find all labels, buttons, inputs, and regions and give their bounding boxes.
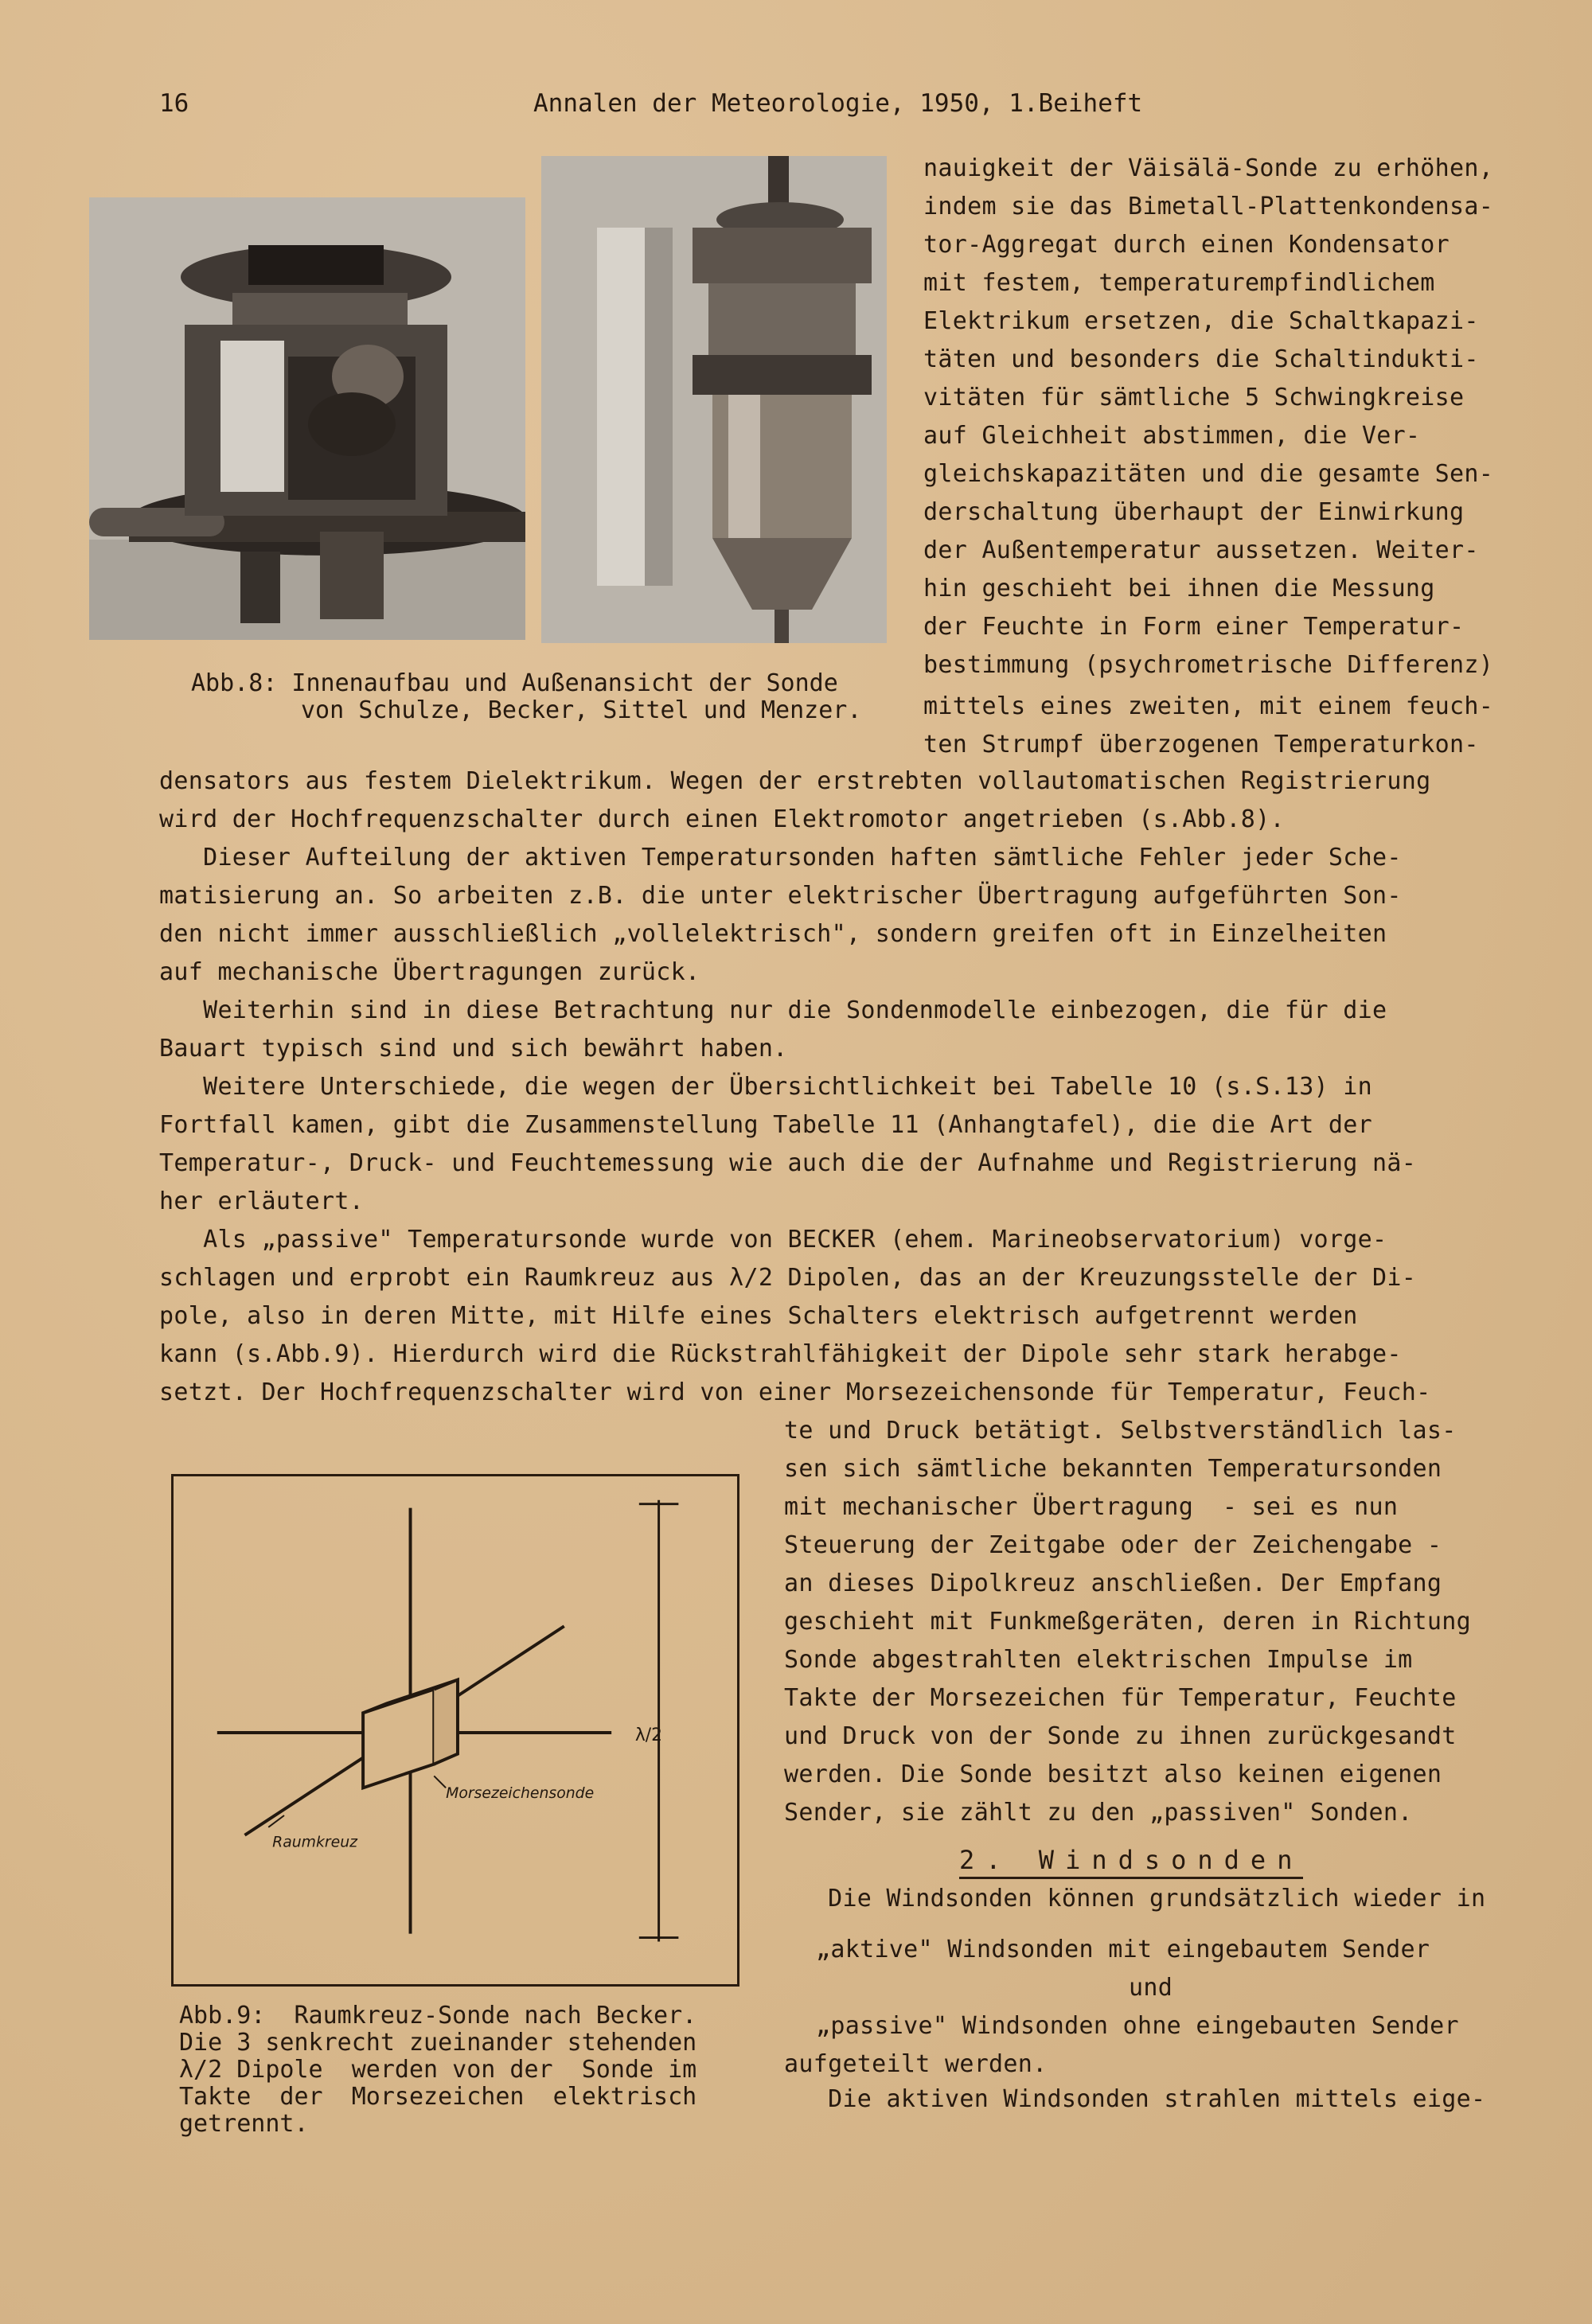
- right-lower-line: werden. Die Sonde besitzt also keinen eigenen: [784, 1761, 1442, 1788]
- wind-line: und: [1129, 1974, 1173, 2002]
- right-line: tor-Aggregat durch einen Kondensator: [923, 231, 1450, 259]
- figure8-caption-line2: von Schulze, Becker, Sittel und Menzer.: [301, 696, 862, 724]
- wind-line: „aktive" Windsonden mit eingebautem Sender: [816, 1936, 1430, 1963]
- right-lower-line: Sender, sie zählt zu den „passiven" Sonden.: [784, 1799, 1413, 1827]
- right-line: gleichskapazitäten und die gesamte Sen-: [923, 460, 1494, 488]
- raumkreuz-label: Raumkreuz: [272, 1834, 358, 1851]
- body-line: wird der Hochfrequenzschalter durch einen Elektromotor angetrieben (s.Abb.8).: [159, 805, 1285, 833]
- right-line: bestimmung (psychrometrische Differenz): [923, 651, 1494, 679]
- right-line: mittels eines zweiten, mit einem feuch-: [923, 692, 1494, 720]
- figure9-caption-line: Takte der Morsezeichen elektrisch: [179, 2083, 697, 2111]
- right-line: nauigkeit der Väisälä-Sonde zu erhöhen,: [923, 154, 1494, 182]
- lambda-label: λ/2: [634, 1725, 662, 1745]
- right-lower-line: Takte der Morsezeichen für Temperatur, Feuchte: [784, 1684, 1457, 1712]
- body-line: Dieser Aufteilung der aktiven Temperatursonden haften sämtliche Fehler jeder Sche-: [159, 844, 1402, 872]
- body-line: schlagen und erprobt ein Raumkreuz aus λ/2 Dipolen, das an der Kreuzungsstelle der Di-: [159, 1264, 1417, 1292]
- page-number: 16: [159, 89, 189, 118]
- body-line: her erläutert.: [159, 1187, 365, 1215]
- right-lower-line: sen sich sämtliche bekannten Temperatursonden: [784, 1455, 1442, 1483]
- body-line: Bauart typisch sind und sich bewährt haben.: [159, 1035, 788, 1063]
- probe-exterior-image: [541, 156, 887, 643]
- body-line: Temperatur-, Druck- und Feuchtemessung wie auch die der Aufnahme und Registrierung nä-: [159, 1149, 1417, 1177]
- body-line: Weitere Unterschiede, die wegen der Übersichtlichkeit bei Tabelle 10 (s.S.13) in: [159, 1073, 1373, 1101]
- body-line: Fortfall kamen, gibt die Zusammenstellung Tabelle 11 (Anhangtafel), die die Art der: [159, 1111, 1373, 1139]
- figure9-caption-line: Die 3 senkrecht zueinander stehenden: [179, 2029, 697, 2057]
- right-line: täten und besonders die Schaltindukti-: [923, 345, 1479, 373]
- right-line: der Außentemperatur aussetzen. Weiter-: [923, 536, 1479, 564]
- probe-interior-image: [89, 197, 525, 640]
- right-lower-line: Sonde abgestrahlten elektrischen Impulse im: [784, 1646, 1413, 1674]
- right-line: Elektrikum ersetzen, die Schaltkapazi-: [923, 307, 1479, 335]
- right-lower-line: mit mechanischer Übertragung - sei es nun: [784, 1493, 1399, 1521]
- body-line: Als „passive" Temperatursonde wurde von BECKER (ehem. Marineobservatorium) vorge-: [159, 1226, 1387, 1254]
- body-line: auf mechanische Übertragungen zurück.: [159, 958, 700, 986]
- right-line: auf Gleichheit abstimmen, die Ver-: [923, 422, 1421, 450]
- figure9-diagram: [171, 1474, 739, 1987]
- right-line: mit festem, temperaturempfindlichem: [923, 269, 1435, 297]
- body-line: Weiterhin sind in diese Betrachtung nur die Sondenmodelle einbezogen, die für die: [159, 996, 1387, 1024]
- right-line: vitäten für sämtliche 5 Schwingkreise: [923, 384, 1465, 411]
- wind-line: „passive" Windsonden ohne eingebauten Sender: [816, 2012, 1459, 2040]
- section-heading: 2. Windsonden: [959, 1845, 1303, 1879]
- right-lower-line: te und Druck betätigt. Selbstverständlich las-: [784, 1417, 1457, 1445]
- figure8-outer-photo: [541, 156, 887, 643]
- right-line: derschaltung überhaupt der Einwirkung: [923, 498, 1465, 526]
- figure9-caption-line: getrennt.: [179, 2110, 309, 2138]
- right-lower-line: an dieses Dipolkreuz anschließen. Der Empfang: [784, 1569, 1442, 1597]
- running-title: Annalen der Meteorologie, 1950, 1.Beiheft: [533, 89, 1143, 118]
- body-line: densators aus festem Dielektrikum. Wegen der erstrebten vollautomatischen Registrierung: [159, 767, 1431, 795]
- body-line: den nicht immer ausschließlich „vollelektrisch", sondern greifen oft in Einzelheiten: [159, 920, 1387, 948]
- right-line: hin geschieht bei ihnen die Messung: [923, 575, 1435, 602]
- right-lower-line: Steuerung der Zeitgabe oder der Zeichengabe -: [784, 1531, 1442, 1559]
- right-lower-line: geschieht mit Funkmeßgeräten, deren in Richtung: [784, 1608, 1471, 1636]
- figure8-inner-photo: [89, 197, 525, 640]
- right-line: ten Strumpf überzogenen Temperaturkon-: [923, 731, 1479, 758]
- figure9-caption-line: λ/2 Dipole werden von der Sonde im: [179, 2056, 697, 2084]
- body-line: matisierung an. So arbeiten z.B. die unter elektrischer Übertragung aufgeführten Son-: [159, 882, 1402, 910]
- wind-line: aufgeteilt werden.: [784, 2050, 1048, 2078]
- figure8-caption-line1: Abb.8: Innenaufbau und Außenansicht der Sonde: [191, 669, 838, 697]
- body-line: kann (s.Abb.9). Hierdurch wird die Rückstrahlfähigkeit der Dipole sehr stark herabge-: [159, 1340, 1402, 1368]
- body-line: setzt. Der Hochfrequenzschalter wird von einer Morsezeichensonde für Temperatur, Feuch-: [159, 1378, 1431, 1406]
- wind-line: Die aktiven Windsonden strahlen mittels eige-: [784, 2085, 1486, 2113]
- probe-box: [363, 1689, 434, 1788]
- figure9-caption-line: Abb.9: Raumkreuz-Sonde nach Becker.: [179, 2002, 697, 2030]
- right-line: indem sie das Bimetall-Plattenkondensa-: [923, 193, 1494, 220]
- right-lower-line: und Druck von der Sonde zu ihnen zurückgesandt: [784, 1722, 1457, 1750]
- body-line: pole, also in deren Mitte, mit Hilfe eines Schalters elektrisch aufgetrennt werden: [159, 1302, 1358, 1330]
- right-line: der Feuchte in Form einer Temperatur-: [923, 613, 1465, 641]
- wind-line: Die Windsonden können grundsätzlich wieder in: [784, 1885, 1486, 1913]
- morsezeichensonde-label: Morsezeichensonde: [446, 1785, 595, 1803]
